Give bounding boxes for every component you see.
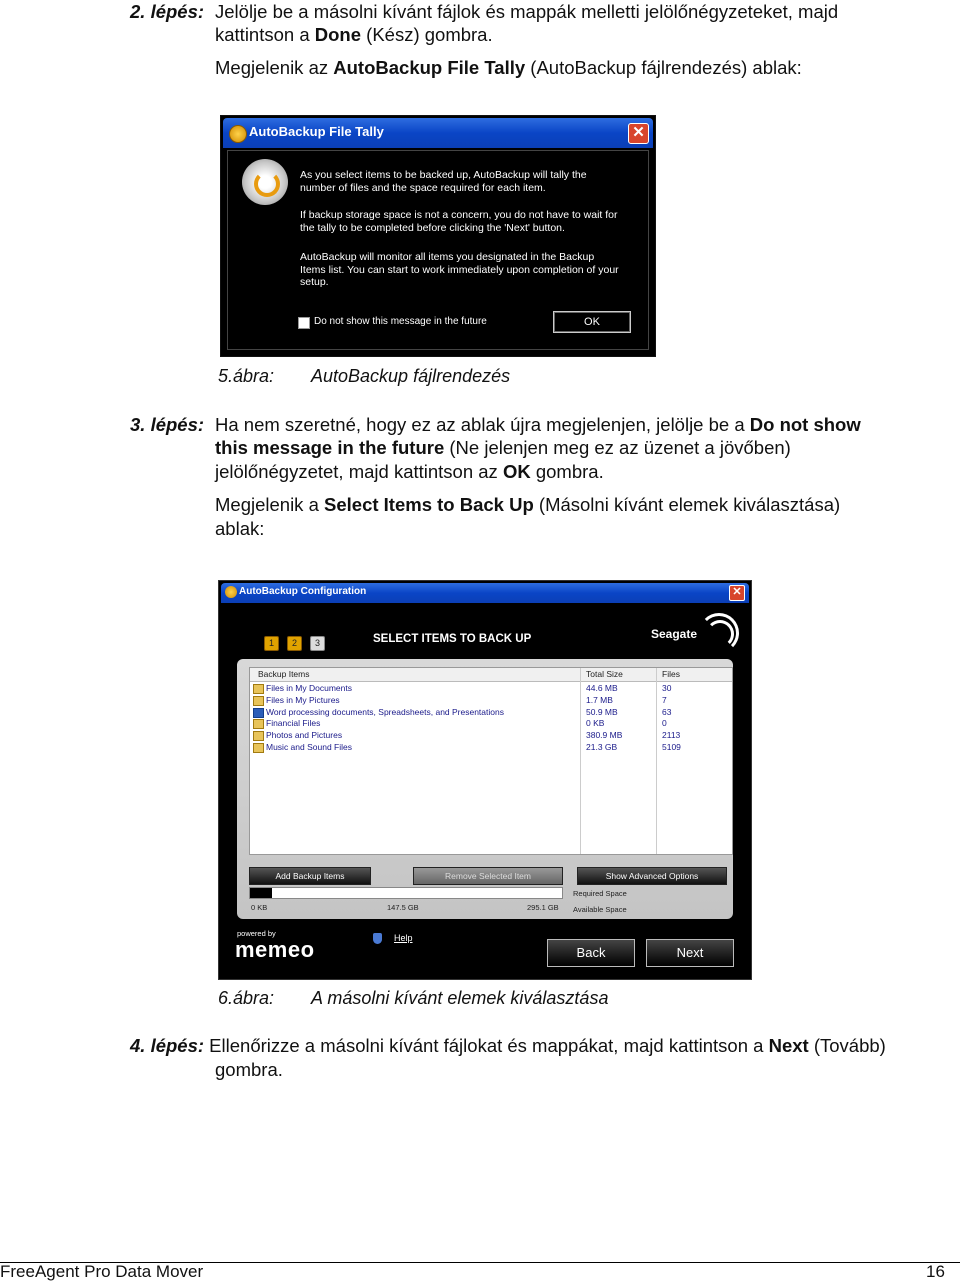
legend-required: Required Space [573,889,627,898]
figure6-caption-num: 6.ábra: [218,988,275,1008]
content-panel [237,659,733,919]
step2-line1: 2. lépés: [130,1,205,22]
title-bar [221,583,749,603]
seagate-swirl-inner-icon [706,620,734,648]
figure5-caption-title: AutoBackup fájlrendezés [311,366,511,386]
item-files: 5109 [662,742,681,752]
folder-icon [253,696,264,706]
message-3: AutoBackup will monitor all items you designated in the Backup Items list. You can start to work immediately upon completion of your setup. [300,251,619,288]
item-size: 380.9 MB [586,730,623,741]
step-1[interactable]: 1 [264,636,279,651]
col-backup-items[interactable]: Backup Items [258,669,310,679]
help-link[interactable]: Help [394,933,413,943]
item-files: 63 [662,706,672,717]
close-icon[interactable]: ✕ [628,123,649,144]
app-icon [229,125,247,143]
item-name: Photos and Pictures [266,730,343,741]
footer-title: FreeAgent Pro Data Mover [0,1262,204,1281]
folder-icon [253,731,264,741]
figure-autobackup-configuration [218,580,752,980]
step3-label: 3. lépés: [130,414,205,435]
legend-available: Available Space [573,905,627,914]
step-2[interactable]: 2 [287,636,302,651]
back-button[interactable]: Back [547,939,635,967]
step3-text4: Megjelenik a Select Items to Back Up (Másolni kívánt elemek kiválasztása) [215,494,841,515]
app-icon [225,586,237,598]
ok-button[interactable]: OK [553,311,631,333]
scale-mid: 147.5 GB [387,903,419,912]
item-name: Files in My Documents [266,683,352,693]
item-size: 1.7 MB [586,694,613,705]
table-row[interactable] [250,707,732,719]
col-files[interactable]: Files [662,669,680,679]
step3-text3: jelölőnégyzetet, majd kattintson az OK gombra. [215,461,604,482]
shield-icon [373,933,382,944]
item-name: Word processing documents, Spreadsheets, and Presentations [266,706,504,717]
item-files: 2113 [662,730,681,741]
item-name: Financial Files [266,718,321,729]
add-backup-items-button[interactable]: Add Backup Items [249,867,371,885]
close-icon[interactable]: ✕ [729,585,745,601]
item-size: 44.6 MB [586,683,618,693]
backup-items-table [249,667,733,855]
autobackup-logo-icon [242,159,288,205]
space-usage-bar [249,887,563,899]
step2-text2: kattintson a Done (Kész) gombra. [215,24,493,45]
remove-selected-item-button[interactable]: Remove Selected Item [413,867,563,885]
required-space-fill [250,888,272,898]
item-size: 50.9 MB [586,706,618,717]
item-files: 30 [662,683,672,693]
step3-text5: ablak: [215,518,265,539]
table-row[interactable] [250,695,732,707]
item-name: Files in My Pictures [266,694,340,705]
window-title: AutoBackup Configuration [239,586,367,597]
item-files: 7 [662,694,667,705]
title-bar [223,118,653,148]
figure-autobackup-file-tally [220,115,656,357]
message-2: If backup storage space is not a concern, you do not have to wait for the tally to be completed before clicking the 'Next' button. [300,209,618,234]
step-indicator [264,633,333,651]
item-name: Music and Sound Files [266,742,352,752]
step4-line1: 4. lépés: Ellenőrizze a másolni kívánt fájlokat és mappákat, majd kattintson a Next (Tovább) [130,1035,886,1056]
step3-text1: Ha nem szeretné, hogy ez az ablak újra megjelenjen, jelölje be a Do not show [215,414,861,435]
dialog-body [227,150,649,350]
item-size: 0 KB [586,718,605,729]
step4-text2: gombra. [215,1059,283,1080]
word-icon [253,708,264,718]
step-3: 3 [310,636,325,651]
item-files: 0 [662,718,667,729]
folder-icon [253,743,264,753]
table-row[interactable] [250,730,732,742]
folder-icon [253,719,264,729]
table-row[interactable] [250,683,732,695]
seagate-logo: Seagate [651,627,698,641]
do-not-show-checkbox[interactable] [298,317,310,329]
next-button[interactable]: Next [646,939,734,967]
item-size: 21.3 GB [586,742,618,752]
message-1: As you select items to be backed up, AutoBackup will tally the number of files and the space required for each item. [300,169,587,194]
do-not-show-label: Do not show this message in the future [314,316,487,327]
table-row[interactable] [250,718,732,730]
powered-by: powered by [237,929,276,938]
figure6-caption-title: A másolni kívánt elemek kiválasztása [311,988,609,1008]
page-number: 16 [926,1262,945,1281]
show-advanced-options-button[interactable]: Show Advanced Options [577,867,727,885]
folder-icon [253,684,264,694]
page-heading: SELECT ITEMS TO BACK UP [373,633,532,645]
table-row[interactable] [250,742,732,754]
scale-max: 295.1 GB [527,903,559,912]
step3-text2: this message in the future (Ne jelenjen meg ez az üzenet a jövőben) [215,437,791,458]
step2-text1: Jelölje be a másolni kívánt fájlok és mappák melletti jelölőnégyzeteket, majd [215,1,839,22]
col-total-size[interactable]: Total Size [586,669,623,679]
scale-min: 0 KB [251,903,268,912]
table-header [250,668,732,682]
step2-text3: Megjelenik az AutoBackup File Tally (AutoBackup fájlrendezés) ablak: [215,57,802,78]
memeo-logo: memeo [235,937,315,962]
figure5-caption-num: 5.ábra: [218,366,275,386]
window-title: AutoBackup File Tally [249,124,384,139]
